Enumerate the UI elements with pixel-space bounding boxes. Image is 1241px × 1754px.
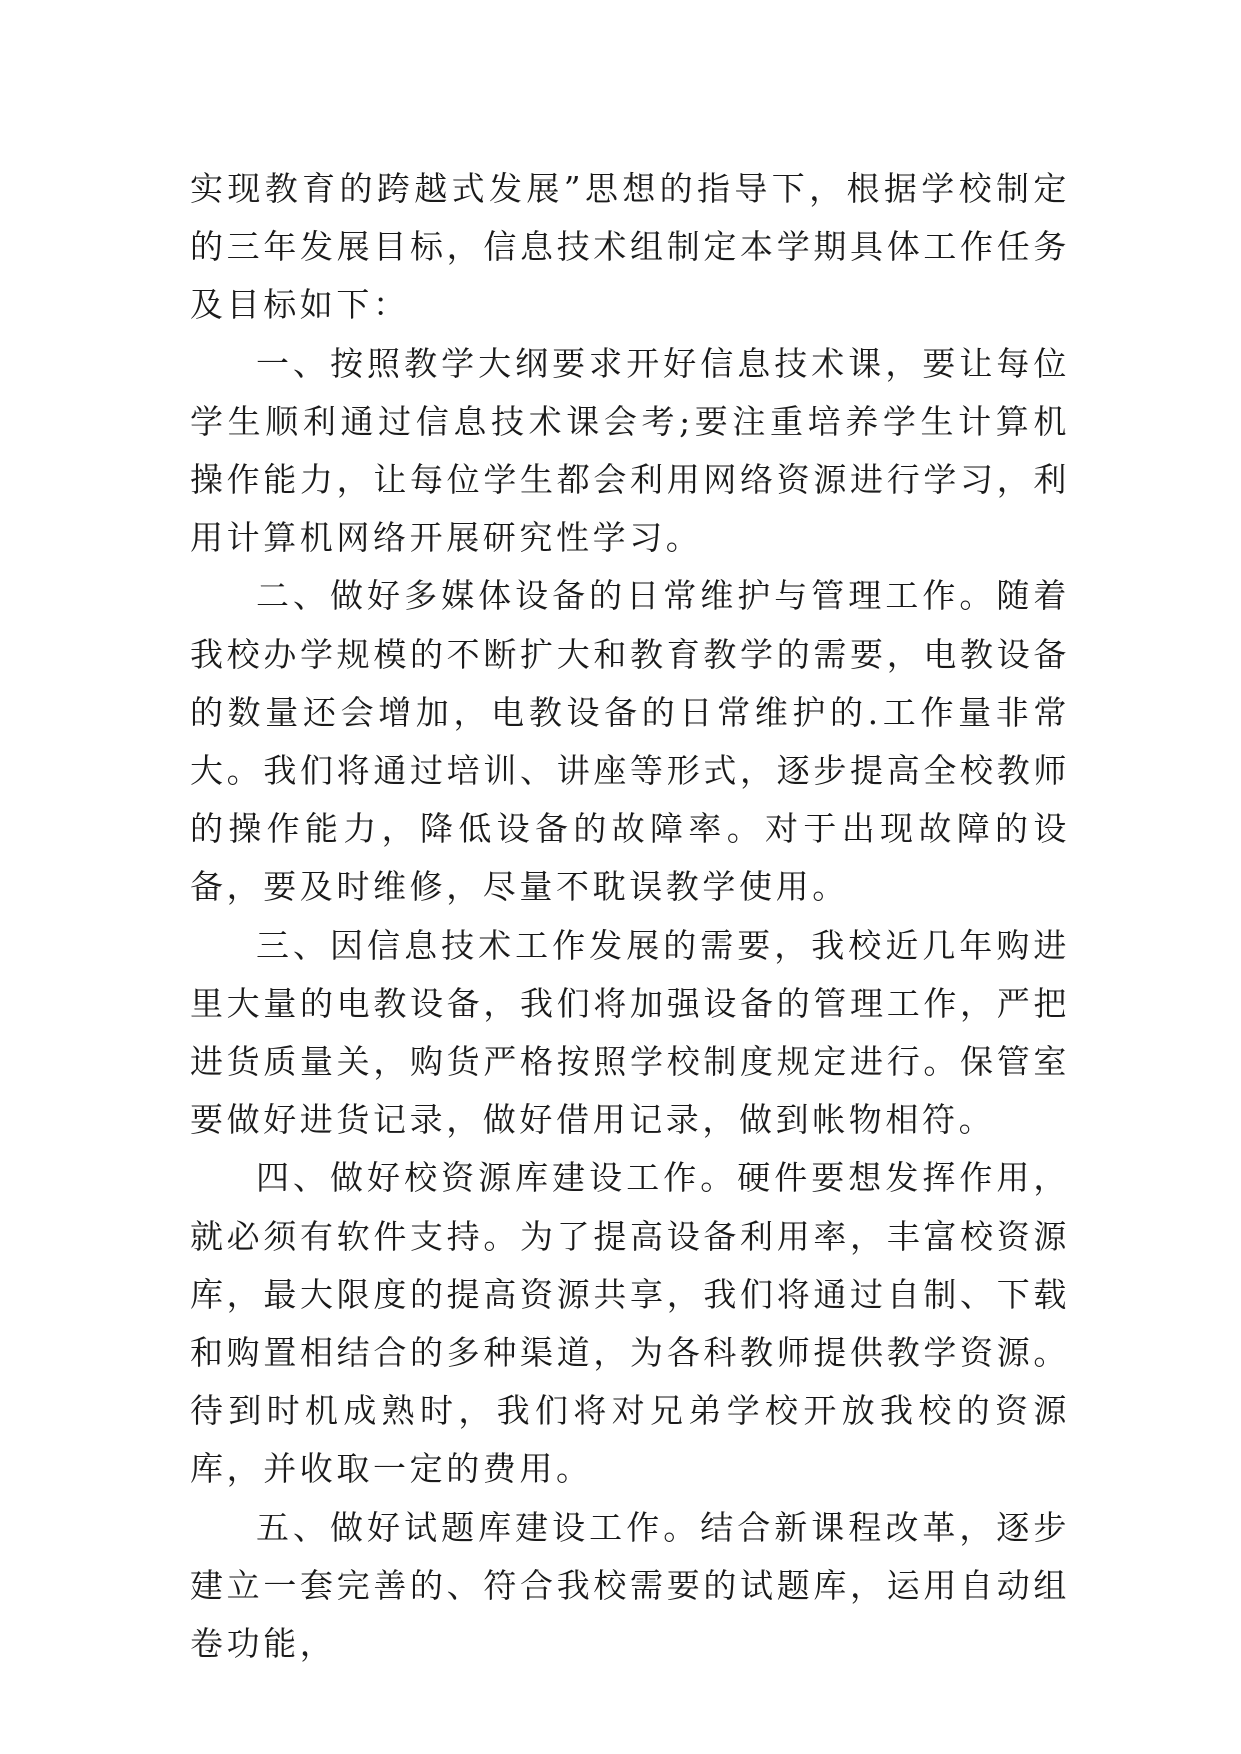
paragraph-item-5: 五、做好试题库建设工作。结合新课程改革，逐步建立一套完善的、符合我校需要的试题库，运用自动组卷功能， bbox=[190, 1507, 1070, 1664]
paragraph-item-1: 一、按照教学大纲要求开好信息技术课，要让每位学生顺利通过信息技术课会考;要注重培养学生计算机操作能力，让每位学生都会利用网络资源进行学习，利用计算机网络开展研究性学习。 bbox=[190, 343, 1070, 558]
document-body bbox=[190, 160, 1070, 1673]
paragraph-continuation: 实现教育的跨越式发展”思想的指导下，根据学校制定的三年发展目标，信息技术组制定本学期具体工作任务及目标如下： bbox=[190, 169, 1070, 325]
paragraph-item-2: 二、做好多媒体设备的日常维护与管理工作。随着我校办学规模的不断扩大和教育教学的需要，电教设备的数量还会增加，电教设备的日常维护的.工作量非常大。我们将通过培训、讲座等形式，逐步提高全校教师的操作能力，降低设备的故障率。对于出现故障的设备，要及时维修，尽量不耽误教学使用。 bbox=[190, 576, 1070, 907]
paragraph-item-4: 四、做好校资源库建设工作。硬件要想发挥作用，就必须有软件支持。为了提高设备利用率，丰富校资源库，最大限度的提高资源共享，我们将通过自制、下载和购置相结合的多种渠道，为各科教师提供教学资源。待到时机成熟时，我们将对兄弟学校开放我校的资源库，并收取一定的费用。 bbox=[190, 1158, 1070, 1489]
paragraph-item-3: 三、因信息技术工作发展的需要，我校近几年购进里大量的电教设备，我们将加强设备的管理工作，严把进货质量关，购货严格按照学校制度规定进行。保管室要做好进货记录，做好借用记录，做到帐物相符。 bbox=[190, 925, 1070, 1140]
